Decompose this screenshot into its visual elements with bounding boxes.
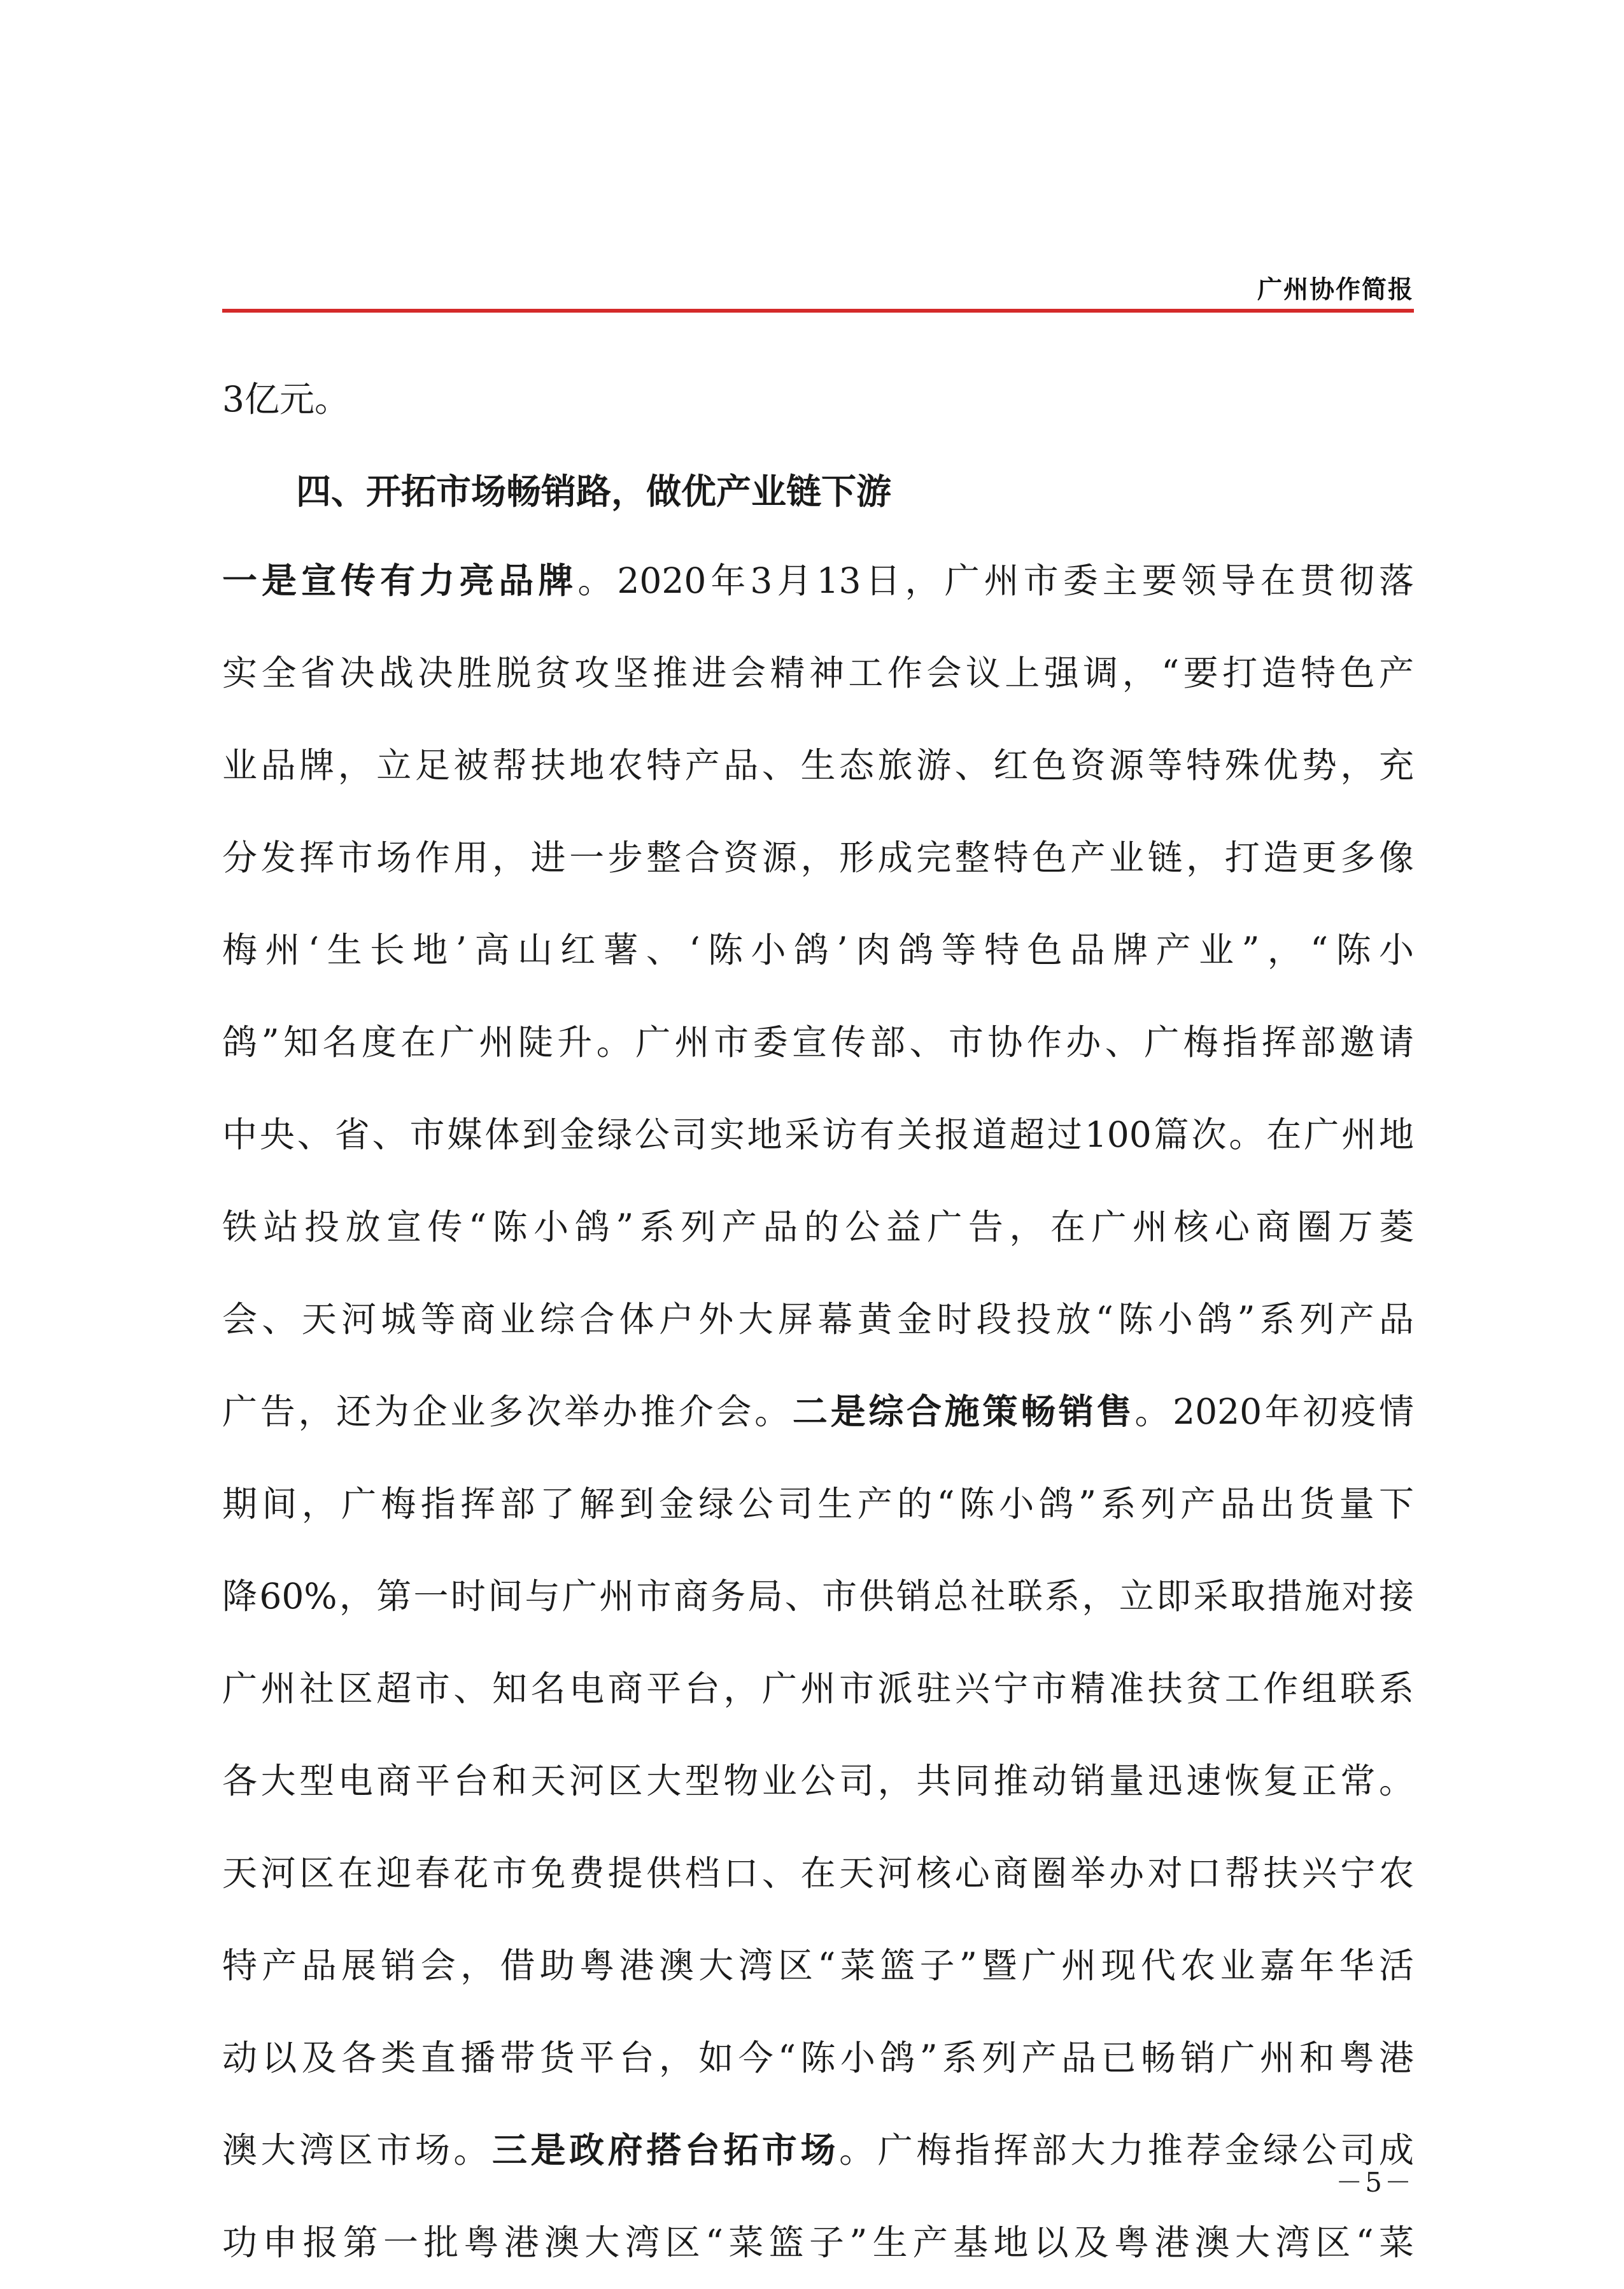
text-run: 分发挥市场作用，进一步整合资源，形成完整特色产业链，打造更多像 <box>222 837 1414 878</box>
text-line <box>222 1366 1414 1458</box>
text-line <box>222 627 1414 719</box>
text-run: 广告，还为企业多次举办推介会。 <box>222 1391 793 1432</box>
text-line <box>222 904 1414 996</box>
text-line <box>222 2104 1414 2197</box>
text-run: 鸽”知名度在广州陡升。广州市委宣传部、市协作办、广梅指挥部邀请 <box>222 1022 1414 1063</box>
text-line <box>222 996 1414 1089</box>
header-title: 广州协作简报 <box>1257 275 1414 304</box>
text-run: 实全省决战决胜脱贫攻坚推进会精神工作会议上强调，“要打造特色产 <box>222 653 1414 693</box>
text-run: 业品牌，立足被帮扶地农特产品、生态旅游、红色资源等特殊优势，充 <box>222 745 1414 786</box>
page-number: －5－ <box>1336 2167 1414 2198</box>
text-line <box>222 1273 1414 1366</box>
text-run: 澳大湾区市场。 <box>222 2130 492 2171</box>
text-run: 3亿元。 <box>222 379 350 420</box>
text-run: 中央、省、市媒体到金绿公司实地采访有关报道超过100篇次。在广州地 <box>222 1114 1414 1155</box>
text-line <box>222 812 1414 904</box>
text-run: 铁站投放宣传“陈小鸽”系列产品的公益广告，在广州核心商圈万菱 <box>222 1207 1414 1247</box>
text-run: 。广梅指挥部大力推荐金绿公司成 <box>839 2130 1414 2171</box>
bold-phrase: 四、开拓市场畅销路，做优产业链下游 <box>296 471 892 512</box>
text-line <box>222 1089 1414 1181</box>
text-run: 各大型电商平台和天河区大型物业公司，共同推动销量迅速恢复正常。 <box>222 1761 1414 1801</box>
bold-phrase: 三是政府搭台拓市场 <box>491 2130 840 2171</box>
text-line <box>222 1735 1414 1827</box>
text-run: 天河区在迎春花市免费提供档口、在天河核心商圈举办对口帮扶兴宁农 <box>222 1853 1414 1894</box>
text-run: 。2020年3月13日，广州市委主要领导在贯彻落 <box>577 560 1414 601</box>
text-run: 动以及各类直播带货平台，如今“陈小鸽”系列产品已畅销广州和粤港 <box>222 2037 1414 2078</box>
text-run: 降60%，第一时间与广州市商务局、市供销总社联系，立即采取措施对接 <box>222 1576 1414 1617</box>
header-divider <box>222 309 1414 313</box>
text-line <box>222 1827 1414 1920</box>
text-line <box>222 1181 1414 1273</box>
text-line <box>222 1458 1414 1550</box>
text-run: 功申报第一批粤港澳大湾区“菜篮子”生产基地以及粤港澳大湾区“菜 <box>222 2222 1414 2263</box>
text-line <box>222 2197 1414 2289</box>
text-run: 梅州‘生长地’高山红薯、‘陈小鸽’肉鸽等特色品牌产业”，“陈小 <box>222 930 1414 970</box>
text-line <box>222 1643 1414 1735</box>
text-run: 广州社区超市、知名电商平台，广州市派驻兴宁市精准扶贫工作组联系 <box>222 1668 1414 1709</box>
text-run: 期间，广梅指挥部了解到金绿公司生产的“陈小鸽”系列产品出货量下 <box>222 1484 1414 1524</box>
text-line <box>222 719 1414 812</box>
text-run: 会、天河城等商业综合体户外大屏幕黄金时段投放“陈小鸽”系列产品 <box>222 1299 1414 1340</box>
text-line <box>222 350 1414 443</box>
text-line <box>222 1920 1414 2012</box>
text-line <box>222 535 1414 627</box>
body-text <box>222 350 1414 2289</box>
section-heading <box>222 443 1414 535</box>
text-run: 。2020年初疫情 <box>1134 1391 1414 1432</box>
text-line <box>222 1550 1414 1643</box>
bold-phrase: 二是综合施策畅销售 <box>792 1391 1135 1432</box>
bold-phrase: 一是宣传有力亮品牌 <box>222 560 578 601</box>
text-run: 特产品展销会，借助粤港澳大湾区“菜篮子”暨广州现代农业嘉年华活 <box>222 1945 1414 1986</box>
text-line <box>222 2012 1414 2104</box>
